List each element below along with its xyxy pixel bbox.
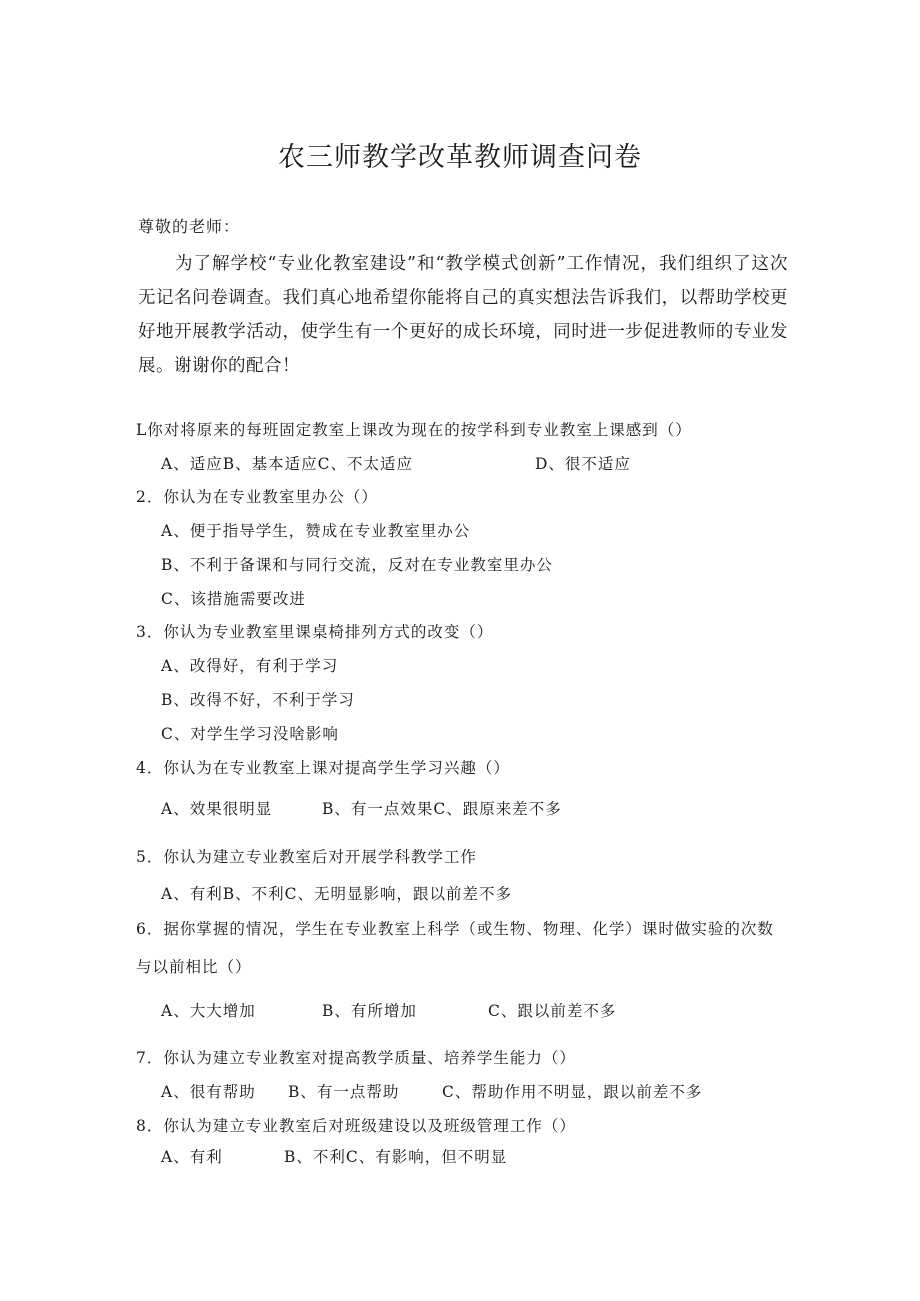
question-3-option-a: A、改得好，有利于学习	[161, 657, 339, 675]
question-6-option-c: C、跟以前差不多	[488, 1002, 617, 1020]
question-6-option-a: A、大大增加	[161, 1002, 256, 1020]
question-6: 6．据你掌握的情况，学生在专业教室上科学（或生物、物理、化学）课时做实验的次数与以前相比（）	[136, 920, 774, 976]
question-8-option-a: A、有利	[161, 1148, 223, 1166]
question-1: L你对将原来的每班固定教室上课改为现在的按学科到专业教室上课感到（）	[136, 421, 692, 439]
question-4: 4．你认为在专业教室上课对提高学生学习兴趣（）	[136, 759, 510, 777]
question-1-options	[161, 452, 641, 472]
salutation: 尊敬的老师：	[138, 217, 241, 236]
question-7: 7．你认为建立专业教室对提高教学质量、培养学生能力（）	[136, 1049, 576, 1067]
question-2-option-b: B、不利于备课和与同行交流，反对在专业教室里办公	[161, 556, 553, 574]
question-2-option-c: C、该措施需要改进	[161, 590, 306, 608]
question-8-options	[161, 1145, 561, 1165]
question-3: 3．你认为专业教室里课桌椅排列方式的改变（）	[136, 623, 494, 641]
question-1-option-abc: A、适应B、基本适应C、不太适应	[161, 455, 413, 473]
question-2-option-a: A、便于指导学生，赞成在专业教室里办公	[161, 522, 471, 540]
question-2: 2．你认为在专业教室里办公（）	[136, 488, 378, 506]
intro-paragraph: 为了解学校“专业化教室建设”和“教学模式创新”工作情况，我们组织了这次无记名问卷调查。我们真心地希望你能将自己的真实想法告诉我们，以帮助学校更好地开展教学活动，使学生有一个更好的成长环境，同时进一步促进教师的专业发展。谢谢你的配合！	[138, 254, 788, 376]
question-6-options	[161, 999, 641, 1019]
question-5: 5．你认为建立专业教室后对开展学科教学工作	[136, 848, 477, 866]
question-8-option-bc: B、不利C、有影响，但不明显	[284, 1148, 508, 1166]
question-4-option-a: A、效果很明显	[161, 800, 273, 818]
question-3-option-c: C、对学生学习没啥影响	[161, 725, 339, 743]
question-7-option-a: A、很有帮助	[161, 1083, 256, 1101]
page-title: 农三师教学改革教师调查问卷	[278, 142, 642, 173]
question-7-option-b: B、有一点帮助	[288, 1083, 400, 1101]
question-1-option-d: D、很不适应	[535, 455, 631, 473]
question-3-option-b: B、改得不好，不利于学习	[161, 691, 355, 709]
question-6-option-b: B、有所增加	[322, 1002, 417, 1020]
question-7-option-c: C、帮助作用不明显，跟以前差不多	[442, 1083, 703, 1101]
question-5-options: A、有利B、不利C、无明显影响，跟以前差不多	[161, 885, 512, 903]
question-8: 8．你认为建立专业教室后对班级建设以及班级管理工作（）	[136, 1117, 576, 1135]
question-7-options	[161, 1080, 721, 1100]
question-4-option-bc: B、有一点效果C、跟原来差不多	[322, 800, 562, 818]
question-4-options	[161, 797, 581, 817]
